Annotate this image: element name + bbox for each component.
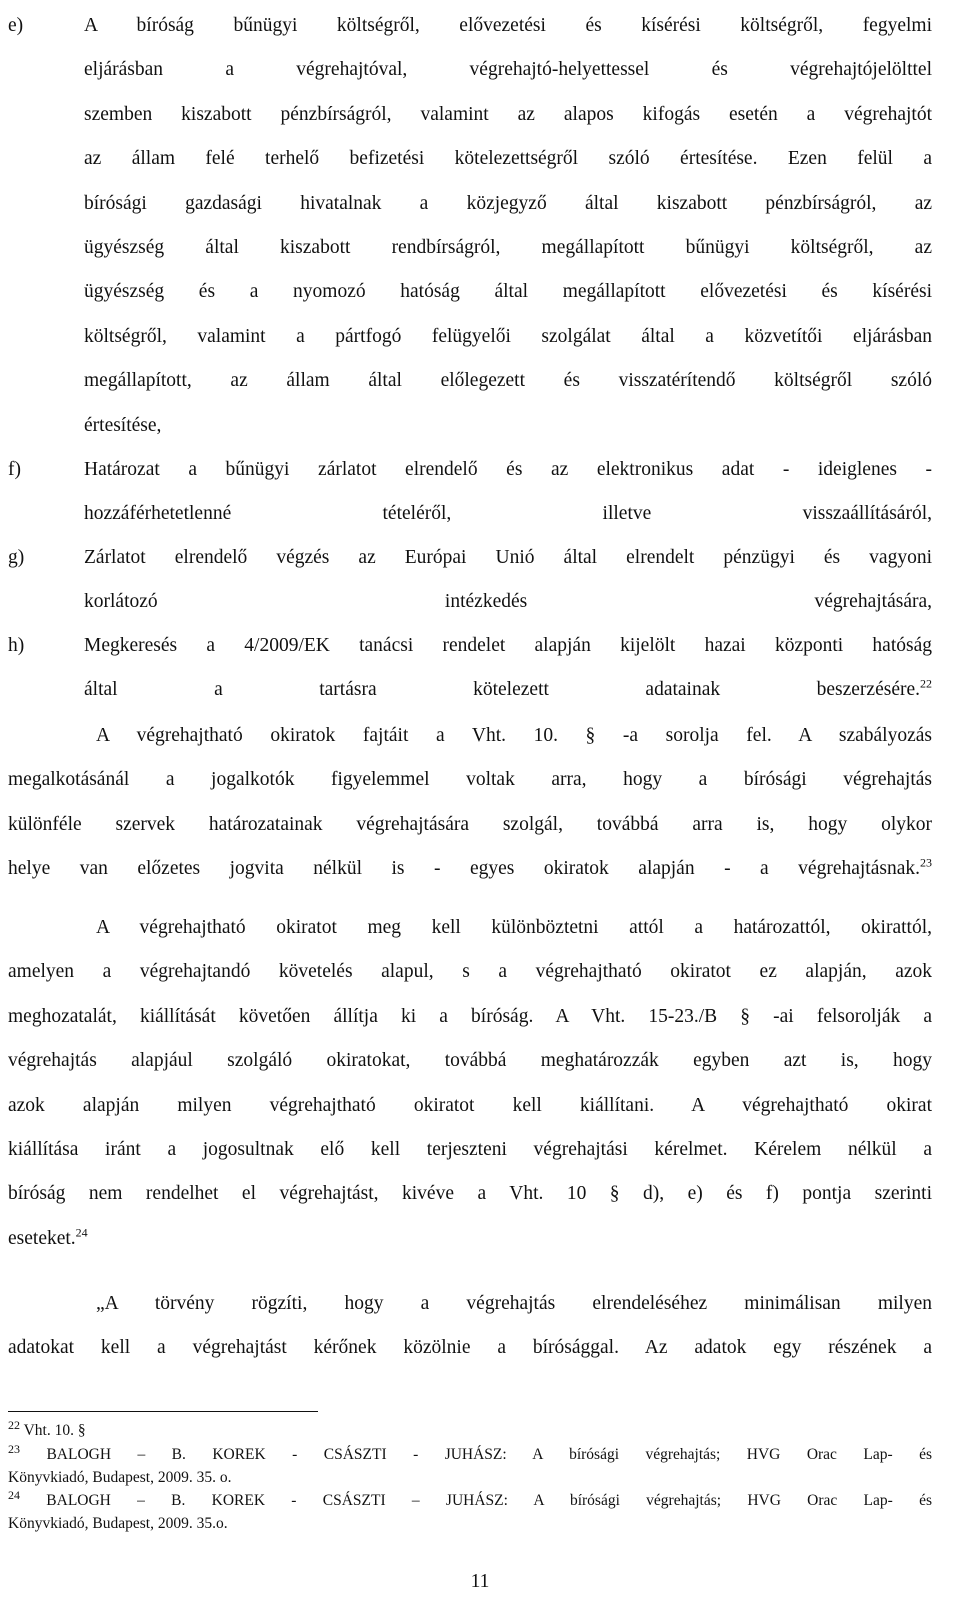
text-line: értesítése,	[84, 414, 162, 436]
text-line: bíróság nem rendelhet el végrehajtást, kivéve a Vht. 10 § d), e) és f) pontja szerinti	[8, 1183, 932, 1205]
text-line: korlátozó intézkedés végrehajtására,	[84, 591, 932, 613]
text-line: Határozat a bűnügyi zárlatot elrendelő és az elektronikus adat - ideiglenes -	[84, 459, 932, 480]
footnote-separator	[8, 1411, 318, 1412]
text-line: Könyvkiadó, Budapest, 2009. 35. o.	[8, 1468, 232, 1486]
text-line: A bíróság bűnügyi költségről, elővezetési és kísérési költségről, fegyelmi	[84, 15, 932, 36]
page-number: 11	[470, 1571, 490, 1592]
footnote-23	[8, 1441, 932, 1489]
list-item-e	[8, 4, 932, 448]
text-line: eljárásban a végrehajtóval, végrehajtó-helyettessel és végrehajtójelölttel	[84, 59, 932, 81]
text-line: költségről, valamint a pártfogó felügyelői szolgálat által a közvetítői eljárásban	[84, 325, 932, 347]
text-line: meghozatalát, kiállítását követően állítja ki a bíróság. A Vht. 15-23./B § -ai felsorolják a	[8, 1005, 932, 1027]
footnote-number: 24	[8, 1487, 20, 1502]
text-line	[8, 1441, 932, 1467]
footnote-number: 23	[8, 1441, 20, 1456]
text-span: BALOGH – B. KOREK - CSÁSZTI - JUHÁSZ: A bírósági végrehajtás; HVG Orac Lap- és	[46, 1446, 932, 1463]
text-span: által a tartásra kötelezett adatainak beszerzésére.	[84, 679, 920, 701]
text-line	[84, 668, 932, 712]
text-line: ügyészség által kiszabott rendbírságról, megállapított bűnügyi költségről, az	[84, 237, 932, 259]
text-line	[8, 1487, 933, 1513]
text-line: megállapított, az állam által előlegezett és visszatérítendő költségről szóló	[84, 370, 932, 392]
text-line: Zárlatot elrendelő végzés az Európai Unió által elrendelt pénzügyi és vagyoni	[84, 547, 932, 568]
text-line: hozzáférhetetlenné tételéről, illetve visszaállításáról,	[84, 503, 932, 525]
text-line: Könyvkiadó, Budapest, 2009. 35.o.	[8, 1514, 228, 1532]
list-label: g)	[8, 547, 25, 568]
text-span: eseteket.	[8, 1227, 76, 1249]
text-line: Megkeresés a 4/2009/EK tanácsi rendelet alapján kijelölt hazai központi hatóság	[84, 635, 932, 656]
list-label: e)	[8, 15, 24, 36]
paragraph-2	[8, 906, 932, 1261]
text-line: végrehajtás alapjául szolgáló okiratokat, továbbá meghatározzák egyben azt is, hogy	[8, 1050, 932, 1072]
footnote-22	[8, 1417, 932, 1443]
text-line	[8, 847, 932, 891]
footnote-ref: 23	[920, 855, 932, 870]
text-line: adatokat kell a végrehajtást kérőnek közölnie a bírósággal. Az adatok egy részének a	[8, 1337, 932, 1359]
text-line: azok alapján milyen végrehajtható okiratot kell kiállítani. A végrehajtható okirat	[8, 1094, 932, 1116]
text-span: helye van előzetes jogvita nélkül is - egyes okiratok alapján - a végrehajtásnak.	[8, 858, 920, 880]
text-line: különféle szervek határozatainak végrehajtására szolgál, továbbá arra is, hogy olykor	[8, 813, 932, 835]
text-span: BALOGH – B. KOREK - CSÁSZTI – JUHÁSZ: A bírósági végrehajtás; HVG Orac Lap- és	[46, 1492, 933, 1509]
footnote-ref: 22	[920, 676, 932, 691]
text-line: az állam felé terhelő befizetési kötelezettségről szóló értesítése. Ezen felül a	[84, 148, 932, 170]
footnote-ref: 24	[75, 1225, 88, 1240]
list-item-h	[8, 624, 932, 713]
footnote-24	[8, 1487, 933, 1535]
list-item-f	[8, 448, 932, 537]
footnote-number: 22	[8, 1417, 20, 1432]
list-label: f)	[8, 459, 21, 480]
paragraph-1	[8, 714, 932, 892]
text-line: bírósági gazdasági hivatalnak a közjegyző által kiszabott pénzbírságról, az	[84, 192, 932, 214]
text-line: A végrehajtható okiratok fajtáit a Vht. 10. § -a sorolja fel. A szabályozás	[96, 725, 932, 746]
text-line	[8, 1217, 932, 1261]
text-line: szemben kiszabott pénzbírságról, valamint az alapos kifogás esetén a végrehajtót	[84, 103, 932, 125]
list-item-g	[8, 536, 932, 625]
text-span: Vht. 10. §	[23, 1422, 86, 1439]
text-line: „A törvény rögzíti, hogy a végrehajtás elrendeléséhez minimálisan milyen	[96, 1293, 932, 1314]
text-line: amelyen a végrehajtandó követelés alapul, s a végrehajtható okiratot ez alapján, azok	[8, 961, 932, 983]
text-line: megalkotásánál a jogalkotók figyelemmel voltak arra, hogy a bírósági végrehajtás	[8, 769, 932, 791]
text-line: kiállítása iránt a jogosultnak elő kell terjeszteni végrehajtási kérelmet. Kérelem nélkül a	[8, 1139, 932, 1161]
list-label: h)	[8, 635, 25, 656]
text-line	[8, 1417, 932, 1443]
text-line: A végrehajtható okiratot meg kell különböztetni attól a határozattól, okirattól,	[96, 917, 932, 938]
paragraph-3	[8, 1282, 932, 1371]
text-line: ügyészség és a nyomozó hatóság által megállapított elővezetési és kísérési	[84, 281, 932, 303]
